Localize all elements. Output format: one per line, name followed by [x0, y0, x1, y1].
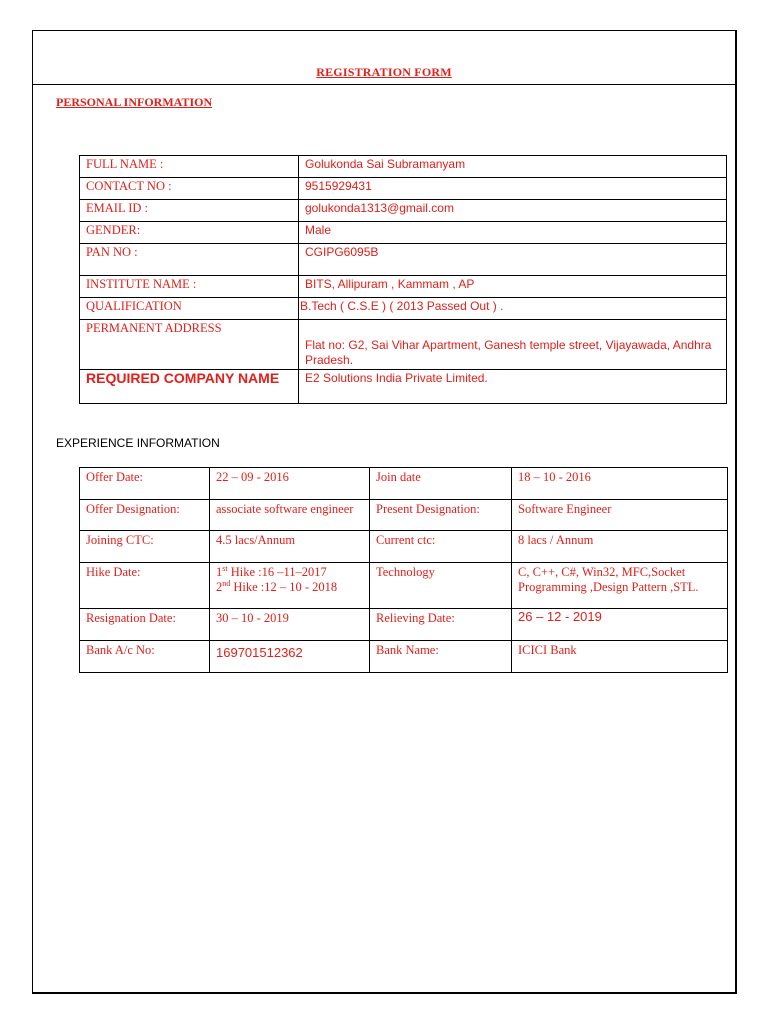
table-row [80, 500, 728, 531]
joining-ctc-label: Joining CTC: [80, 531, 210, 563]
header-divider [32, 84, 736, 85]
technology-value: C, C++, C#, Win32, MFC,Socket Programming ,Design Pattern ,STL. [512, 563, 728, 609]
table-row [80, 276, 727, 298]
address-label: PERMANENT ADDRESS [80, 320, 299, 370]
table-row [80, 320, 727, 370]
experience-information-table [79, 467, 728, 673]
email-label: EMAIL ID : [80, 200, 299, 222]
table-row [80, 200, 727, 222]
table-row [80, 563, 728, 609]
bank-name-value: ICICI Bank [512, 641, 728, 673]
bank-ac-value: 169701512362 [210, 641, 370, 673]
offer-designation-value: associate software engineer [210, 500, 370, 531]
institute-label: INSTITUTE NAME : [80, 276, 299, 298]
join-date-label: Join date [370, 468, 512, 500]
present-designation-value: Software Engineer [512, 500, 728, 531]
table-row [80, 244, 727, 276]
contact-value: 9515929431 [299, 178, 727, 200]
gender-value: Male [299, 222, 727, 244]
hike-date-value [210, 563, 370, 609]
join-date-value: 18 – 10 - 2016 [512, 468, 728, 500]
qualification-value: B.Tech ( C.S.E ) ( 2013 Passed Out ) . [299, 298, 727, 320]
joining-ctc-value: 4.5 lacs/Annum [210, 531, 370, 563]
pan-label: PAN NO : [80, 244, 299, 276]
pan-value: CGIPG6095B [299, 244, 727, 276]
offer-date-value: 22 – 09 - 2016 [210, 468, 370, 500]
relieving-date-label: Relieving Date: [370, 609, 512, 641]
institute-value: BITS, Allipuram , Kammam , AP [299, 276, 727, 298]
company-label: REQUIRED COMPANY NAME [80, 370, 299, 404]
full-name-label: FULL NAME : [80, 156, 299, 178]
table-row [80, 298, 727, 320]
qualification-label: QUALIFICATION [80, 298, 299, 320]
resignation-date-label: Resignation Date: [80, 609, 210, 641]
relieving-date-value: 26 – 12 - 2019 [512, 609, 728, 641]
hike-1: 1st Hike :16 –11–2017 [216, 563, 327, 579]
offer-designation-label: Offer Designation: [80, 500, 210, 531]
table-row [80, 468, 728, 500]
table-row [80, 222, 727, 244]
resignation-date-value: 30 – 10 - 2019 [210, 609, 370, 641]
email-value: golukonda1313@gmail.com [299, 200, 727, 222]
table-row [80, 178, 727, 200]
gender-label: GENDER: [80, 222, 299, 244]
table-row [80, 370, 727, 404]
bank-ac-label: Bank A/c No: [80, 641, 210, 673]
bank-name-label: Bank Name: [370, 641, 512, 673]
offer-date-label: Offer Date: [80, 468, 210, 500]
full-name-value: Golukonda Sai Subramanyam [299, 156, 727, 178]
technology-label: Technology [370, 563, 512, 609]
current-ctc-label: Current ctc: [370, 531, 512, 563]
table-row [80, 609, 728, 641]
experience-information-heading: EXPERIENCE INFORMATION [56, 436, 220, 450]
personal-information-table [79, 155, 727, 404]
address-value: Flat no: G2, Sai Vihar Apartment, Ganesh temple street, Vijayawada, Andhra Pradesh. [299, 320, 727, 370]
company-value: E2 Solutions India Private Limited. [299, 370, 727, 404]
present-designation-label: Present Designation: [370, 500, 512, 531]
table-row [80, 531, 728, 563]
contact-label: CONTACT NO : [80, 178, 299, 200]
hike-date-label: Hike Date: [80, 563, 210, 609]
table-row [80, 641, 728, 673]
table-row [80, 156, 727, 178]
hike-2: 2nd Hike :12 – 10 - 2018 [216, 578, 338, 594]
current-ctc-value: 8 lacs / Annum [512, 531, 728, 563]
personal-information-heading: PERSONAL INFORMATION [56, 95, 213, 109]
form-title: REGISTRATION FORM [316, 65, 452, 79]
